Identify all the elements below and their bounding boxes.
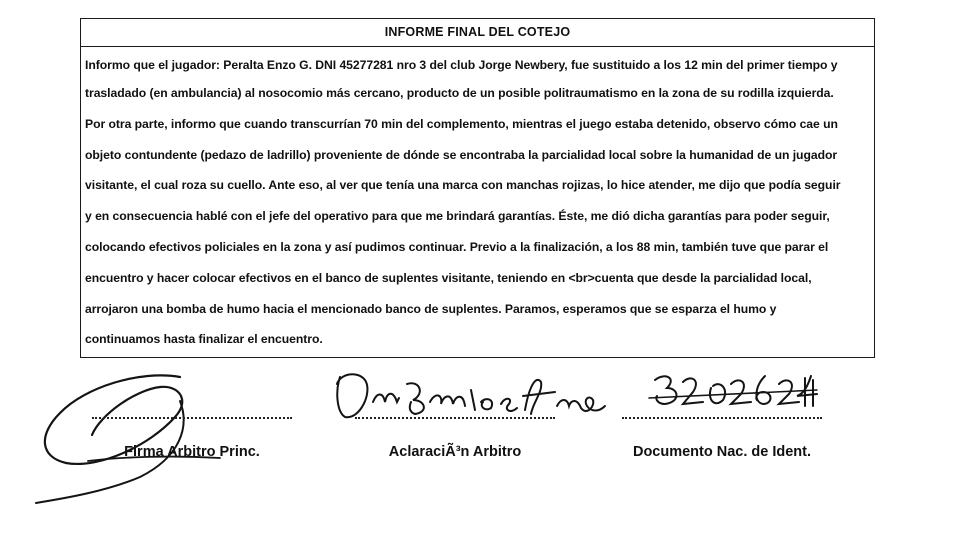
report-line: Informo que el jugador: Peralta Enzo G. DNI 45277281 nro 3 del club Jorge Newbery, fue sustituido a los 12 min del primer tiempo y [85,58,838,72]
referee-signature-label: Firma Arbitro Princ. [124,444,260,460]
signature-dotted-line [622,417,822,419]
report-line: trasladado (en ambulancia) al nosocomio más cercano, producto de un posible politraumatismo en la zona de su rodilla izquierda. [85,86,834,100]
document-label: Documento Nac. de Ident. [632,444,812,460]
referee-name-block [355,417,555,460]
signature-dotted-line [92,417,292,419]
report-title: INFORME FINAL DEL COTEJO [81,19,874,47]
report-line: y en consecuencia hablé con el jefe del operativo para que me brindará garantías. Éste, me dió dicha garantías para poder seguir, [85,209,830,224]
report-line: continuamos hasta finalizar el encuentro. [85,332,323,347]
document-number-block [622,417,822,460]
referee-signature-block [92,417,292,460]
match-report-box [80,18,875,358]
report-line: Por otra parte, informo que cuando transcurrían 70 min del complemento, mientras el juego estaba detenido, observo cómo cae un [85,116,838,131]
handwritten-document-number [645,368,825,418]
report-line: visitante, el cual roza su cuello. Ante eso, al ver que tenía una marca con manchas rojizas, lo hice atender, me dijo que podía seguir [85,178,841,193]
report-body [81,52,874,355]
referee-name-label: AclaraciÃ³n Arbitro [388,444,522,460]
report-line: objeto contundente (pedazo de ladrillo) proveniente de dónde se encontraba la parcialidad local sobre la humanidad de un jugador [85,147,838,162]
report-line: encuentro y hacer colocar efectivos en el banco de suplentes visitante, teniendo en <br>cuenta que desde la parcialidad local, [85,270,812,285]
report-line: arrojaron una bomba de humo hacia el mencionado banco de suplentes. Paramos, esperamos que se esparza el humo y [85,301,777,316]
report-line: colocando efectivos policiales en la zona y así pudimos continuar. Previo a la finalización, a los 88 min, también tuve que parar el [85,239,829,254]
signature-dotted-line [355,417,555,419]
